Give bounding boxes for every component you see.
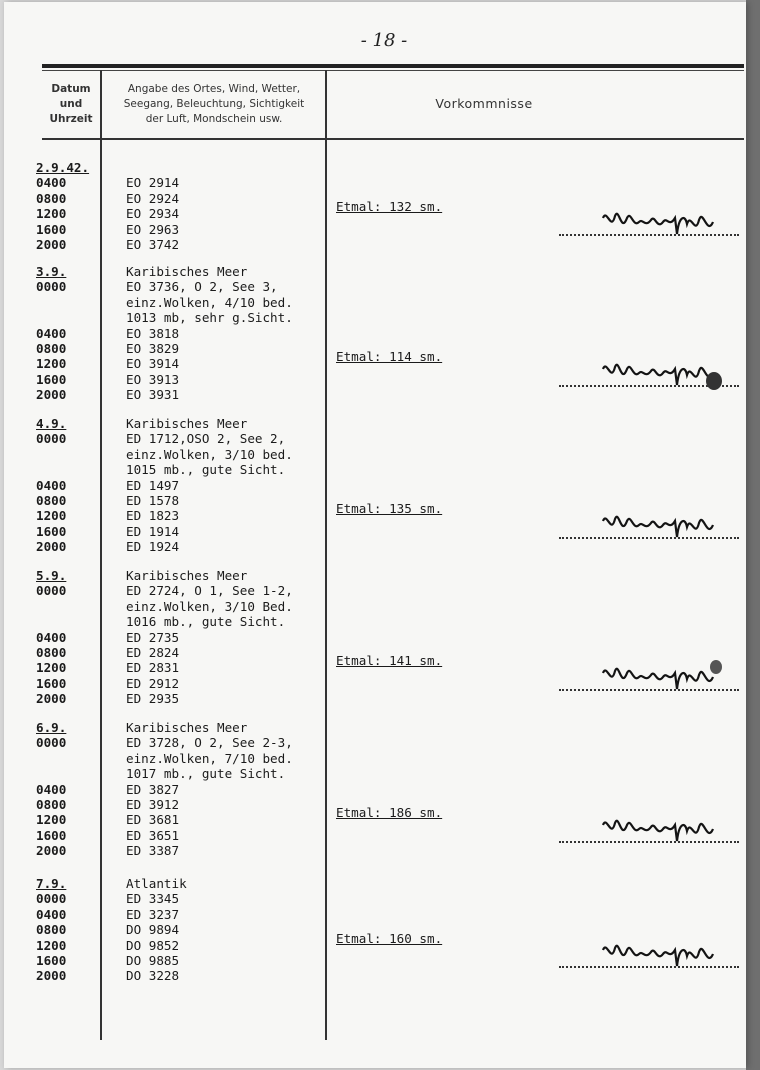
header-rule xyxy=(42,64,744,68)
position-grid: ED 1497 xyxy=(126,477,180,493)
signature xyxy=(559,212,739,238)
entry-time: 0400 xyxy=(36,781,67,797)
entry-date: 4.9. xyxy=(36,416,67,431)
position-grid: ED 1578 xyxy=(126,493,180,508)
etmal-distance xyxy=(336,931,442,946)
entry-date: 3.9. xyxy=(36,264,67,279)
position-grid: EO 3931 xyxy=(126,387,180,403)
weather-line: ED 3345 xyxy=(126,891,180,907)
position-grid: DO 9885 xyxy=(126,953,180,968)
position-grid: ED 1924 xyxy=(126,539,180,555)
entry-time: 0800 xyxy=(36,341,67,356)
etmal-text: Etmal: 132 sm. xyxy=(336,199,443,215)
etmal-distance xyxy=(336,805,442,820)
ink-smudge xyxy=(710,660,722,674)
entry-time: 0000 xyxy=(36,279,67,295)
etmal-text: Etmal: 186 sm. xyxy=(336,805,443,821)
weather-line: ED 2724, O 1, See 1-2, xyxy=(126,583,293,599)
position-grid: EO 2924 xyxy=(126,190,180,206)
signature xyxy=(559,819,739,845)
position-grid: ED 2824 xyxy=(126,645,180,660)
entry-time: 0800 xyxy=(36,922,67,938)
place-description: Karibisches Meer xyxy=(126,416,248,431)
position-grid: ED 3912 xyxy=(126,797,180,812)
entry-time: 0400 xyxy=(36,325,67,341)
entry-time: 0800 xyxy=(36,190,67,206)
position-grid: ED 2912 xyxy=(126,675,180,691)
position-grid: EO 3829 xyxy=(126,341,180,356)
etmal-text: Etmal: 141 sm. xyxy=(336,653,443,669)
position-grid: ED 2831 xyxy=(126,660,180,676)
handwritten-signature-icon xyxy=(599,813,719,847)
entry-time: 1200 xyxy=(36,812,67,828)
entry-date: 7.9. xyxy=(36,876,67,891)
entry-time: 1200 xyxy=(36,206,67,222)
weather-line: einz.Wolken, 3/10 Bed. xyxy=(126,598,293,614)
position-grid: ED 1823 xyxy=(126,508,180,524)
entry-time: 0400 xyxy=(36,175,67,191)
entry-time: 2000 xyxy=(36,968,67,984)
handwritten-signature-icon xyxy=(599,357,719,391)
position-grid: ED 3387 xyxy=(126,843,180,859)
scan-edge xyxy=(746,0,760,1070)
position-grid: ED 3651 xyxy=(126,827,180,843)
entry-time: 2000 xyxy=(36,539,67,555)
entry-time: 0400 xyxy=(36,629,67,645)
position-grid: EO 3913 xyxy=(126,371,180,387)
position-grid: EO 2934 xyxy=(126,206,180,222)
position-grid: ED 1914 xyxy=(126,523,180,539)
weather-line: EO 3736, O 2, See 3, xyxy=(126,279,278,295)
entry-time: 0000 xyxy=(36,891,67,907)
ink-smudge xyxy=(706,372,722,390)
etmal-distance xyxy=(336,349,442,364)
weather-line: 1017 mb., gute Sicht. xyxy=(126,766,286,782)
entry-time: 0800 xyxy=(36,797,67,812)
header-date: Datum und Uhrzeit xyxy=(49,83,93,125)
etmal-distance xyxy=(336,501,442,516)
column-divider-2 xyxy=(325,70,327,1040)
entry-time: 1200 xyxy=(36,508,67,524)
weather-line: ED 1712,OSO 2, See 2, xyxy=(126,431,286,447)
entry-time: 0000 xyxy=(36,735,67,751)
column-divider-1 xyxy=(100,70,102,1040)
position-grid: EO 2963 xyxy=(126,221,180,237)
weather-line: einz.Wolken, 3/10 bed. xyxy=(126,446,293,462)
entry-time: 0800 xyxy=(36,493,67,508)
position-grid: EO 3818 xyxy=(126,325,180,341)
entry-time: 2000 xyxy=(36,237,67,252)
position-grid: ED 3827 xyxy=(126,781,180,797)
entry-date: 5.9. xyxy=(36,568,67,583)
entry-time: 2000 xyxy=(36,843,67,859)
weather-line: 1016 mb., gute Sicht. xyxy=(126,614,286,630)
position-grid: DO 3228 xyxy=(126,968,180,984)
entry-date: 6.9. xyxy=(36,720,67,735)
etmal-distance xyxy=(336,199,442,214)
page-number: - 18 - xyxy=(360,30,408,51)
position-grid: EO 3742 xyxy=(126,237,180,252)
place-description: Karibisches Meer xyxy=(126,568,248,583)
entry-time: 1600 xyxy=(36,523,67,539)
entry-date: 2.9.42. xyxy=(36,160,90,175)
entry-time: 0800 xyxy=(36,645,67,660)
handwritten-signature-icon xyxy=(599,938,719,972)
position-grid: ED 2935 xyxy=(126,691,180,707)
entry-time: 1600 xyxy=(36,221,67,237)
entry-time: 1600 xyxy=(36,953,67,968)
place-description: Atlantik xyxy=(126,876,187,891)
weather-line: ED 3728, O 2, See 2-3, xyxy=(126,735,293,751)
etmal-distance xyxy=(336,653,442,668)
entry-time: 0400 xyxy=(36,906,67,922)
header-rule-thin xyxy=(42,70,744,71)
header-place: Angabe des Ortes, Wind, Wetter, Seegang, Beleuchtung, Sichtigkeit der Luft, Mondschein usw. xyxy=(123,83,305,125)
entry-time: 1600 xyxy=(36,827,67,843)
signature xyxy=(559,515,739,541)
entry-time: 2000 xyxy=(36,387,67,403)
position-grid: EO 2914 xyxy=(126,175,180,191)
entry-time: 1200 xyxy=(36,937,67,953)
handwritten-signature-icon xyxy=(599,509,719,543)
entry-time: 1200 xyxy=(36,356,67,372)
weather-line: 1013 mb, sehr g.Sicht. xyxy=(126,310,293,326)
position-grid: ED 3681 xyxy=(126,812,180,828)
header-bottom-rule xyxy=(42,138,744,140)
entry-time: 1200 xyxy=(36,660,67,676)
position-grid: ED 3237 xyxy=(126,906,180,922)
position-grid: DO 9894 xyxy=(126,922,180,938)
weather-line: 1015 mb., gute Sicht. xyxy=(126,462,286,478)
entry-time: 1600 xyxy=(36,371,67,387)
handwritten-signature-icon xyxy=(599,206,719,240)
position-grid: DO 9852 xyxy=(126,937,180,953)
entry-time: 0000 xyxy=(36,583,67,599)
handwritten-signature-icon xyxy=(599,661,719,695)
entry-time: 2000 xyxy=(36,691,67,707)
etmal-text: Etmal: 135 sm. xyxy=(336,501,443,517)
entry-time: 0000 xyxy=(36,431,67,447)
header-vorkommnisse: Vorkommnisse xyxy=(435,96,533,111)
position-grid: ED 2735 xyxy=(126,629,180,645)
place-description: Karibisches Meer xyxy=(126,720,248,735)
etmal-text: Etmal: 114 sm. xyxy=(336,349,443,365)
entry-time: 0400 xyxy=(36,477,67,493)
weather-line: einz.Wolken, 7/10 bed. xyxy=(126,750,293,766)
weather-line: einz.Wolken, 4/10 bed. xyxy=(126,294,293,310)
entry-time: 1600 xyxy=(36,675,67,691)
place-description: Karibisches Meer xyxy=(126,264,248,279)
etmal-text: Etmal: 160 sm. xyxy=(336,930,443,946)
position-grid: EO 3914 xyxy=(126,356,180,372)
log-page xyxy=(4,2,746,1068)
signature xyxy=(559,944,739,970)
